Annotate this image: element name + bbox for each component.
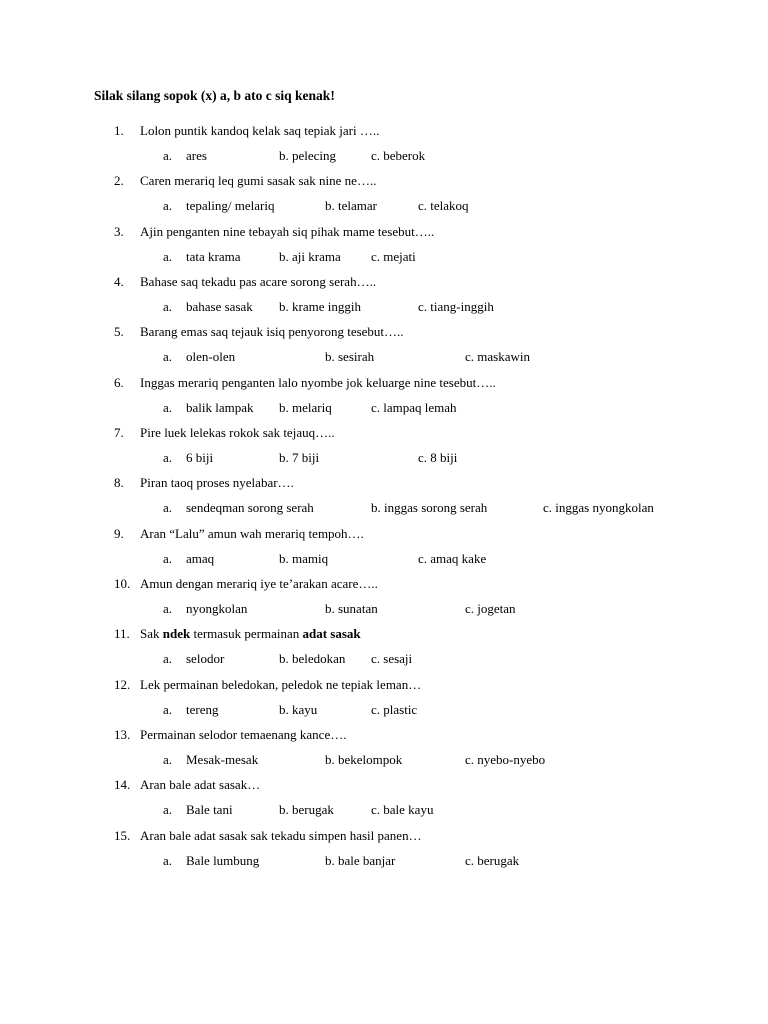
instruction-title: Silak silang sopok (x) a, b ato c siq kenak!	[94, 88, 335, 103]
question-text-bold: ndek	[162, 626, 191, 641]
option-a-letter: a.	[163, 702, 173, 717]
option-a: ares	[186, 148, 207, 163]
question-10	[0, 576, 768, 626]
option-b: b. melariq	[279, 400, 332, 415]
question-15	[0, 828, 768, 878]
question-text	[140, 626, 361, 642]
question-text: Ajin penganten nine tebayah siq pihak mame tesebut…..	[140, 224, 435, 239]
option-c: c. beberok	[371, 148, 426, 163]
option-c: c. maskawin	[465, 349, 530, 364]
option-b: b. inggas sorong serah	[371, 500, 488, 515]
question-number: 10.	[114, 576, 131, 591]
question-text: Permainan selodor temaenang kance….	[140, 727, 347, 742]
question-text: Inggas merariq penganten lalo nyombe jok keluarge nine tesebut…..	[140, 375, 496, 390]
question-number: 14.	[114, 777, 131, 792]
question-number: 8.	[114, 475, 124, 490]
question-number: 15.	[114, 828, 131, 843]
option-b: b. bekelompok	[325, 752, 403, 767]
option-a: tereng	[186, 702, 219, 717]
question-number: 1.	[114, 123, 124, 138]
option-c: c. nyebo-nyebo	[465, 752, 546, 767]
option-a-letter: a.	[163, 802, 173, 817]
option-a-letter: a.	[163, 752, 173, 767]
question-text: Pire luek lelekas rokok sak tejauq…..	[140, 425, 335, 440]
option-b: b. telamar	[325, 198, 377, 213]
question-4	[0, 274, 768, 324]
option-a-letter: a.	[163, 551, 173, 566]
option-c: c. plastic	[371, 702, 418, 717]
question-11	[0, 626, 768, 676]
option-b: b. 7 biji	[279, 450, 320, 465]
option-c: c. jogetan	[465, 601, 516, 616]
question-7	[0, 425, 768, 475]
question-number: 3.	[114, 224, 124, 239]
question-text-part: Sak	[140, 626, 163, 641]
option-b: b. beledokan	[279, 651, 346, 666]
option-a: Bale tani	[186, 802, 233, 817]
question-text: Barang emas saq tejauk isiq penyorong tesebut…..	[140, 324, 404, 339]
question-text: Amun dengan merariq iye te’arakan acare…..	[140, 576, 378, 591]
option-b: b. bale banjar	[325, 853, 396, 868]
question-text: Aran “Lalu” amun wah merariq tempoh….	[140, 526, 364, 541]
question-1	[0, 123, 768, 173]
option-a: amaq	[186, 551, 215, 566]
question-number: 9.	[114, 526, 124, 541]
question-number: 4.	[114, 274, 124, 289]
option-c: c. bale kayu	[371, 802, 434, 817]
question-3	[0, 224, 768, 274]
option-c: c. mejati	[371, 249, 416, 264]
question-5	[0, 324, 768, 374]
option-a-letter: a.	[163, 450, 173, 465]
option-c: c. inggas nyongkolan	[543, 500, 654, 515]
option-a: balik lampak	[186, 400, 254, 415]
option-c: c. tiang-inggih	[418, 299, 494, 314]
question-number: 6.	[114, 375, 124, 390]
question-text: Piran taoq proses nyelabar….	[140, 475, 294, 490]
option-a-letter: a.	[163, 249, 173, 264]
question-number: 13.	[114, 727, 131, 742]
question-number: 11.	[114, 626, 130, 641]
question-number: 7.	[114, 425, 124, 440]
option-a-letter: a.	[163, 299, 173, 314]
option-b: b. sesirah	[325, 349, 375, 364]
option-a-letter: a.	[163, 601, 173, 616]
option-a: nyongkolan	[186, 601, 248, 616]
option-b: b. sunatan	[325, 601, 378, 616]
option-b: b. berugak	[279, 802, 334, 817]
option-c: c. lampaq lemah	[371, 400, 457, 415]
option-a: tepaling/ melariq	[186, 198, 275, 213]
question-text: Aran bale adat sasak sak tekadu simpen hasil panen…	[140, 828, 422, 843]
question-text-bold: adat sasak	[302, 626, 361, 641]
option-a-letter: a.	[163, 198, 173, 213]
option-a: olen-olen	[186, 349, 236, 364]
question-8	[0, 475, 768, 525]
option-a: sendeqman sorong serah	[186, 500, 314, 515]
option-a: tata krama	[186, 249, 241, 264]
question-9	[0, 526, 768, 576]
question-text: Bahase saq tekadu pas acare sorong serah…..	[140, 274, 377, 289]
question-6	[0, 375, 768, 425]
option-b: b. aji krama	[279, 249, 341, 264]
question-number: 5.	[114, 324, 124, 339]
option-a: bahase sasak	[186, 299, 253, 314]
option-a-letter: a.	[163, 853, 173, 868]
option-a: Bale lumbung	[186, 853, 260, 868]
question-number: 2.	[114, 173, 124, 188]
option-c: c. amaq kake	[418, 551, 487, 566]
option-a: selodor	[186, 651, 225, 666]
option-c: c. 8 biji	[418, 450, 458, 465]
option-b: b. mamiq	[279, 551, 329, 566]
option-a-letter: a.	[163, 651, 173, 666]
option-b: b. kayu	[279, 702, 318, 717]
option-b: b. krame inggih	[279, 299, 361, 314]
question-text: Caren merariq leq gumi sasak sak nine ne…..	[140, 173, 377, 188]
question-13	[0, 727, 768, 777]
option-a: 6 biji	[186, 450, 214, 465]
question-14	[0, 777, 768, 827]
option-a-letter: a.	[163, 400, 173, 415]
option-c: c. berugak	[465, 853, 520, 868]
question-2	[0, 173, 768, 223]
option-b: b. pelecing	[279, 148, 337, 163]
question-text: Lek permainan beledokan, peledok ne tepiak leman…	[140, 677, 422, 692]
question-text: Lolon puntik kandoq kelak saq tepiak jari …..	[140, 123, 380, 138]
option-c: c. sesaji	[371, 651, 413, 666]
option-c: c. telakoq	[418, 198, 469, 213]
option-a-letter: a.	[163, 148, 173, 163]
option-a-letter: a.	[163, 349, 173, 364]
question-text: Aran bale adat sasak…	[140, 777, 261, 792]
option-a: Mesak-mesak	[186, 752, 259, 767]
question-12	[0, 677, 768, 727]
question-text-part: termasuk permainan	[190, 626, 303, 641]
question-number: 12.	[114, 677, 131, 692]
option-a-letter: a.	[163, 500, 173, 515]
